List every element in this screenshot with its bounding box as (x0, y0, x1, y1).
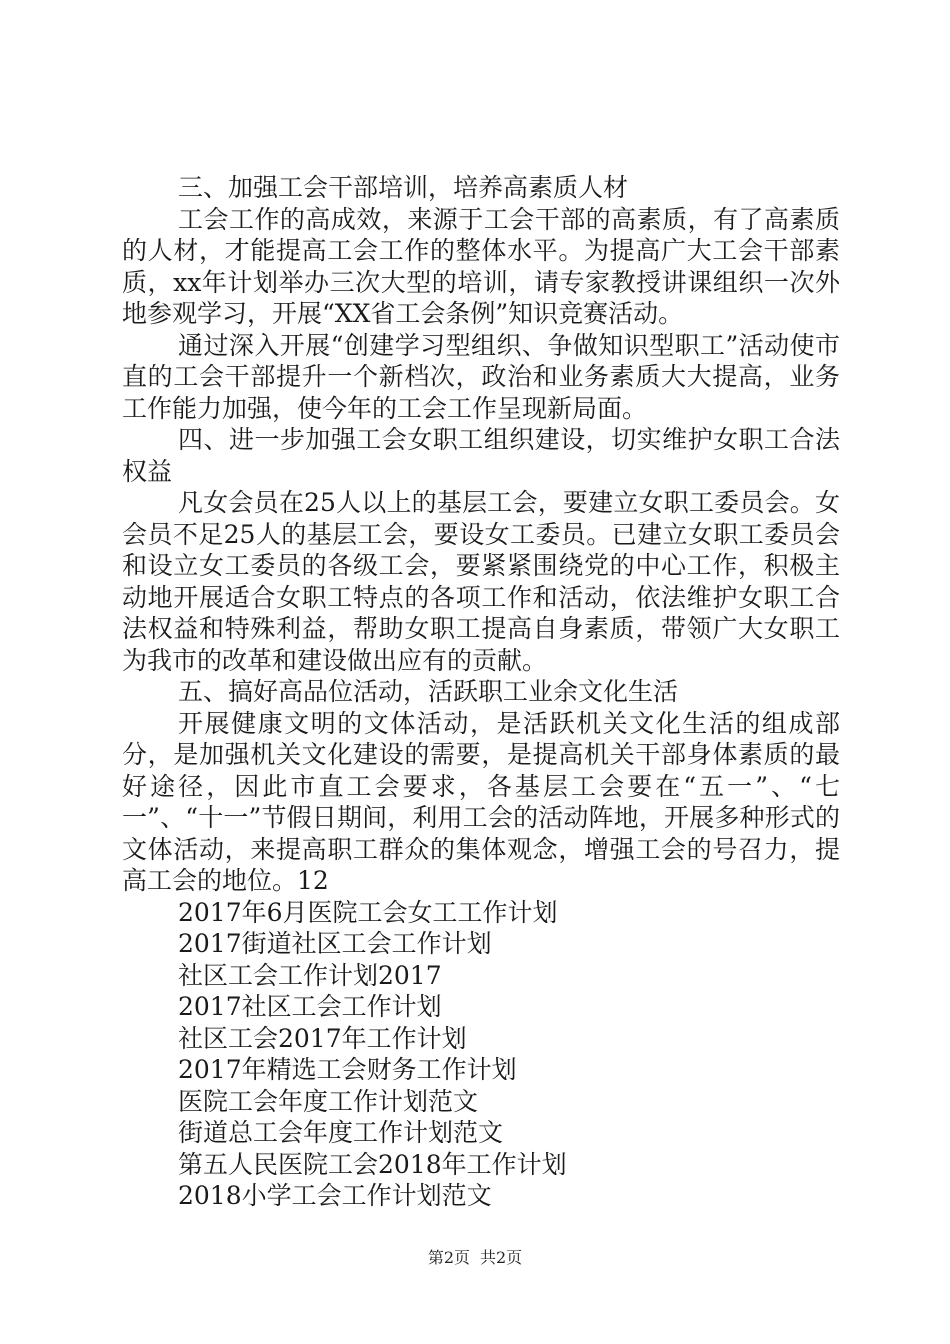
related-title[interactable]: 2017社区工会工作计划 (178, 992, 442, 1021)
page-number: 第2页 (427, 1248, 470, 1267)
section-heading-5: 五、搞好高品位活动，活跃职工业余文化生活 (178, 677, 679, 706)
section-4-paragraph-1: 凡女会员在25人以上的基层工会，要建立女职工委员会。女会员不足25人的基层工会，要设女工委员。已建立女职工委员会和设立女工委员的各级工会，要紧紧围绕党的中心工作，积极主动地开展适合女职工特点的各项工作和活动，依法维护女职工合法权益和特殊利益，帮助女职工提高自身素质，带领广大女职工为我市的改革和建设做出应有的贡献。 (122, 488, 840, 675)
section-heading-4: 四、进一步加强工会女职工组织建设，切实维护女职工合法权益 (122, 425, 840, 486)
section-3-paragraph-1: 工会工作的高成效，来源于工会干部的高素质，有了高素质的人材，才能提高工会工作的整体水平。为提高广大工会干部素质，xx年计划举办三次大型的培训，请专家教授讲课组织一次外地参观学习，开展“XX省工会条例”知识竞赛活动。 (122, 204, 840, 328)
related-title[interactable]: 2018小学工会工作计划范文 (178, 1181, 492, 1210)
related-title[interactable]: 街道总工会年度工作计划范文 (178, 1118, 504, 1147)
related-title[interactable]: 2017年精选工会财务工作计划 (178, 1055, 517, 1084)
section-3-paragraph-2: 通过深入开展“创建学习型组织、争做知识型职工”活动使市直的工会干部提升一个新档次，政治和业务素质大大提高，业务工作能力加强，使今年的工会工作呈现新局面。 (122, 330, 840, 423)
related-title[interactable]: 医院工会年度工作计划范文 (178, 1086, 479, 1116)
page-footer (0, 1248, 950, 1268)
related-titles-list (122, 897, 840, 1212)
related-title[interactable]: 2017街道社区工会工作计划 (178, 929, 492, 958)
related-title[interactable]: 2017年6月医院工会女工工作计划 (178, 897, 558, 927)
page-total: 共2页 (480, 1248, 523, 1267)
section-5-paragraph-1: 开展健康文明的文体活动，是活跃机关文化生活的组成部分，是加强机关文化建设的需要，是提高机关干部身体素质的最好途径，因此市直工会要求，各基层工会要在“五一”、“七一”、“十一”节假日期间，利用工会的活动阵地，开展多种形式的文体活动，来提高职工群众的集体观念，增强工会的号召力，提高工会的地位。12 (122, 708, 840, 895)
section-heading-3: 三、加强工会干部培训，培养高素质人材 (178, 173, 629, 202)
related-title[interactable]: 社区工会工作计划2017 (178, 960, 442, 990)
related-title[interactable]: 第五人民医院工会2018年工作计划 (178, 1149, 567, 1179)
document-body (122, 172, 840, 1212)
related-title[interactable]: 社区工会2017年工作计划 (178, 1023, 467, 1053)
